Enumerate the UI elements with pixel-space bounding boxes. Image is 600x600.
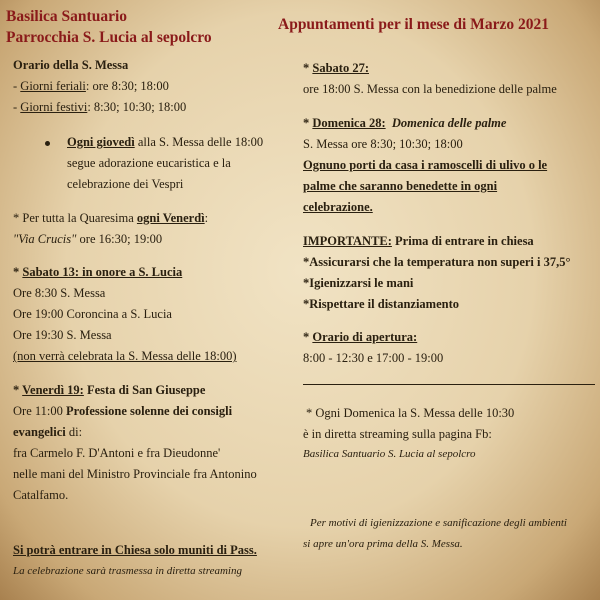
saturday-13-line-2: Ore 19:00 Coroncina a S. Lucia [13,307,172,321]
important-line: IMPORTANTE: Prima di entrare in chiesa [303,234,534,248]
friday-19-line-2: evangelici di: [13,425,83,439]
saturday-13-line-3: Ore 19:30 S. Messa [13,328,112,342]
church-name: Basilica Santuario [6,8,128,25]
pass-notice: Si potrà entrare in Chiesa solo muniti di Pass. [13,543,257,557]
friday-19-line-5: Catalfamo. [13,488,69,502]
branches-line-3: celebrazione. [303,200,373,214]
branches-line-2: palme che saranno benedette in ogni [303,179,498,193]
thursday-label: Ogni giovedì [67,135,135,149]
friday-19-line-3: fra Carmelo F. D'Antoni e fra Dieudonne' [13,446,221,460]
bullet-icon [45,141,50,146]
sunday-stream-line-2: è in diretta streaming sulla pagina Fb: [303,427,492,441]
friday-19-line-1: Ore 11:00 Professione solenne dei consigli [13,404,233,418]
sanitization-line-1: Per motivi di igienizzazione e sanificazione degli ambienti [310,517,567,529]
page-title: Appuntamenti per il mese di Marzo 2021 [278,16,549,33]
opening-hours-heading: * Orario di apertura: [303,330,418,344]
sunday-stream-line-1: * Ogni Domenica la S. Messa delle 10:30 [306,406,515,420]
sunday-28-times: S. Messa ore 8:30; 10:30; 18:00 [303,137,463,151]
divider [303,384,595,385]
branches-line-1: Ognuno porti da casa i ramoscelli di ulivo o le [303,158,548,172]
thursday-line-1: Ogni giovedì alla S. Messa delle 18:00 [67,135,264,149]
palm-sunday-title: Domenica delle palme [391,116,507,130]
facebook-page-name: Basilica Santuario S. Lucia al sepolcro [303,448,476,460]
sunday-28-heading: * Domenica 28: Domenica delle palme [303,116,507,130]
friday-label: ogni Venerdì [136,211,205,225]
parish-name: Parrocchia S. Lucia al sepolcro [6,29,212,46]
thursday-line-2: segue adorazione eucaristica e la [67,156,231,170]
opening-hours-times: 8:00 - 12:30 e 17:00 - 19:00 [303,351,444,365]
saturday-13-note: (non verrà celebrata la S. Messa delle 18:00) [13,349,237,363]
mass-schedule-title: Orario della S. Messa [13,58,129,72]
weekday-schedule: - Giorni feriali: ore 8:30; 18:00 [13,79,169,93]
thursday-line-3: celebrazione dei Vespri [67,177,184,191]
sanitization-line-2: si apre un'ora prima della S. Messa. [303,538,463,550]
via-crucis-line: "Via Crucis" ore 16:30; 19:00 [13,232,163,246]
holiday-label: Giorni festivi [20,100,88,114]
saturday-13-heading: * Sabato 13: in onore a S. Lucia [13,265,183,279]
saturday-27-text: ore 18:00 S. Messa con la benedizione delle palme [303,82,557,96]
rule-temperature: *Assicurarsi che la temperatura non superi i 37,5° [303,255,571,269]
saturday-13-line-1: Ore 8:30 S. Messa [13,286,106,300]
friday-19-line-4: nelle mani del Ministro Provinciale fra Antonino [13,467,257,481]
important-label: IMPORTANTE: [303,234,392,248]
rule-distancing: *Rispettare il distanziamento [303,297,460,311]
rule-sanitize: *Igienizzarsi le mani [303,276,414,290]
lent-line: * Per tutta la Quaresima ogni Venerdì: [13,211,209,225]
weekday-label: Giorni feriali [20,79,86,93]
holiday-schedule: - Giorni festivi: 8:30; 10:30; 18:00 [13,100,187,114]
saturday-27-heading: * Sabato 27: [303,61,369,75]
friday-19-heading: * Venerdì 19: Festa di San Giuseppe [13,383,206,397]
streaming-notice: La celebrazione sarà trasmessa in diretta streaming [13,565,242,577]
